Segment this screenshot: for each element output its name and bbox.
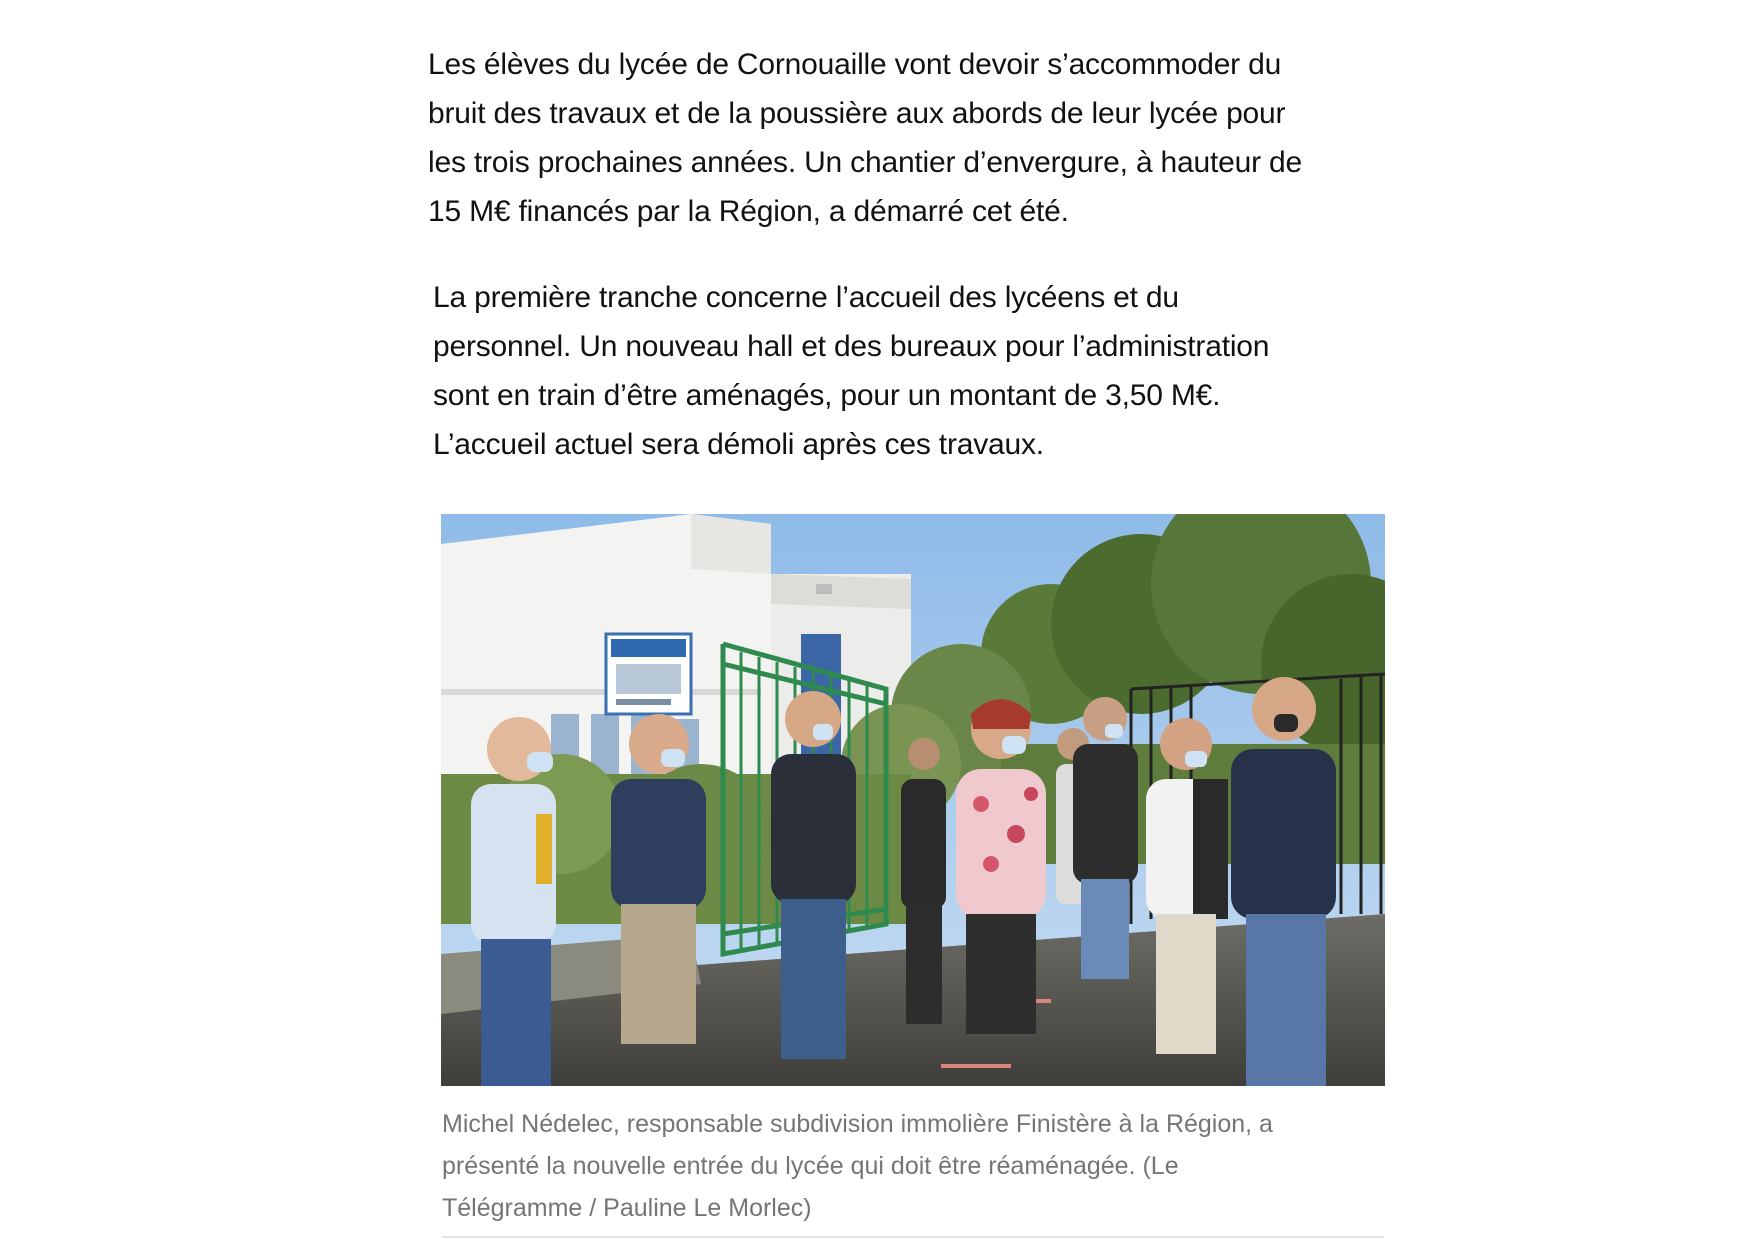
paragraph-line: personnel. Un nouveau hall et des bureaux pour l’administration xyxy=(433,330,1270,363)
caption-line: Michel Nédelec, responsable subdivision immolière Finistère à la Région, a xyxy=(442,1110,1273,1138)
photo-illustration xyxy=(441,514,1385,1086)
paragraph-line: sont en train d’être aménagés, pour un montant de 3,50 M€. xyxy=(433,379,1221,412)
caption-divider xyxy=(442,1236,1384,1238)
paragraph-line: Les élèves du lycée de Cornouaille vont devoir s’accommoder du xyxy=(428,48,1282,81)
paragraph-line: L’accueil actuel sera démoli après ces travaux. xyxy=(433,428,1044,461)
paragraph-line: La première tranche concerne l’accueil des lycéens et du xyxy=(433,281,1179,314)
paragraph-line: bruit des travaux et de la poussière aux abords de leur lycée pour xyxy=(428,97,1286,130)
paragraph-line: 15 M€ financés par la Région, a démarré cet été. xyxy=(428,195,1069,228)
caption-line: Télégramme / Pauline Le Morlec) xyxy=(442,1194,812,1222)
article-paragraph-2 xyxy=(433,273,1269,469)
caption-line: présenté la nouvelle entrée du lycée qui doit être réaménagée. (Le xyxy=(442,1152,1179,1180)
article-paragraph-1 xyxy=(428,40,1302,236)
photo-caption xyxy=(442,1103,1273,1229)
paragraph-line: les trois prochaines années. Un chantier d’envergure, à hauteur de xyxy=(428,146,1303,179)
article-photo[interactable] xyxy=(441,514,1385,1086)
